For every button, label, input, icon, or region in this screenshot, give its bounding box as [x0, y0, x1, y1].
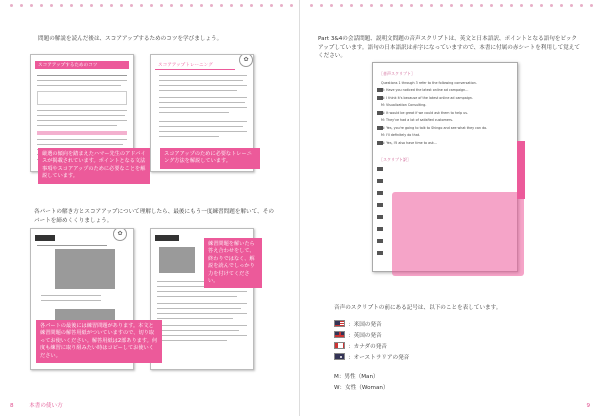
left-para2-text: 各パートの解き方とスコアアップについて理解したら、最後にもう一度練習問題を解いて、そのパートを締めくくりましょう。 — [34, 209, 274, 224]
sun-mascot-icon-2: ✿ — [113, 228, 127, 241]
practice-callout: 各パートの最後には練習問題があります。本文と練習問題の解答用紙がついていますので、切り取ってお使いください。解答用紙は2部あります。何度も練習に取り組みたい時はコピーしてお使いください。 — [36, 320, 162, 363]
speaker-woman: W：女性（Woman） — [334, 384, 389, 391]
red-sheet-overlay — [392, 192, 524, 276]
left-footer-label: 本書の使い方 — [29, 403, 63, 409]
corner-dots-right — [300, 0, 600, 14]
left-footer — [10, 401, 63, 409]
script-side-tab — [517, 141, 525, 199]
accent-legend — [334, 318, 409, 362]
answer-callout: 練習問題を解いたら答え合わせをして、終わりではなく、解説を読んでしっかり力を付けてください。 — [204, 238, 262, 288]
thumb-tips-title: スコアアップするためのコツ — [35, 61, 129, 69]
sun-mascot-icon: ✿ — [239, 54, 253, 67]
uk-flag-icon — [334, 331, 345, 338]
ca-flag-icon — [334, 342, 345, 349]
right-intro-text: Part 3&4の会話問題、説明文問題の音声スクリプトは、英文と日本語訳、ポイントとなる語句をピックアップしています。語句の日本語訳は赤字になっていますので、本書に付属の赤シートを利用して覚えてください。 — [318, 36, 580, 59]
legend-row-au: ：オーストラリアの発音 — [334, 351, 409, 362]
legend-row-uk: ：英国の発音 — [334, 329, 409, 340]
legend-intro: 音声のスクリプトの前にある記号は、以下のことを表しています。 — [334, 305, 502, 311]
answer-photo — [159, 247, 195, 273]
left-intro-text: 問題の解説を読んだ後は、スコアアップするためのコツを学びましょう。 — [38, 36, 223, 42]
corner-dots — [0, 0, 300, 14]
training-callout: スコアアップのために必要なトレーニング方法を解説しています。 — [160, 148, 260, 169]
practice-photo-1 — [55, 249, 115, 289]
tips-callout: 厳選の傾向を踏まえたハマー先生のアドバイスが掲載されています。ポイントとなる文法事項やスコアアップのために必要なことを解説しています。 — [38, 148, 150, 184]
thumb-training-title: スコアアップトレーニング — [155, 61, 235, 70]
legend-row-us: ：米国の発音 — [334, 318, 409, 329]
script-heading-2: ［スクリプト訳］ — [379, 157, 411, 162]
speaker-man: M：男性（Man） — [334, 373, 379, 380]
au-flag-icon — [334, 353, 345, 360]
left-page-number: 8 — [10, 403, 14, 409]
us-flag-icon — [334, 320, 345, 327]
script-page-thumbnail: ［音声スクリプト］ Questions 1 through 3 refer to the following conversation. M: Have you noticed the latest online ad campaign... W: I think it's because of the latest online ad campaign. M: Visualization Consulting. W: It would be great if we could ask them to help us. M: They've had a lot of satisfied customers. W: Yes, you're going to talk to Shingo and see what they can do. M: I'll definitely do that. W: Yes, I'll also have time to ask... ［スクリプト訳］ — [372, 62, 518, 272]
legend-row-ca: ：カナダの発音 — [334, 340, 409, 351]
right-footer — [586, 403, 590, 409]
script-heading: ［音声スクリプト］ — [379, 71, 415, 76]
right-page-number: 9 — [586, 403, 590, 409]
speaker-legend — [334, 370, 389, 392]
